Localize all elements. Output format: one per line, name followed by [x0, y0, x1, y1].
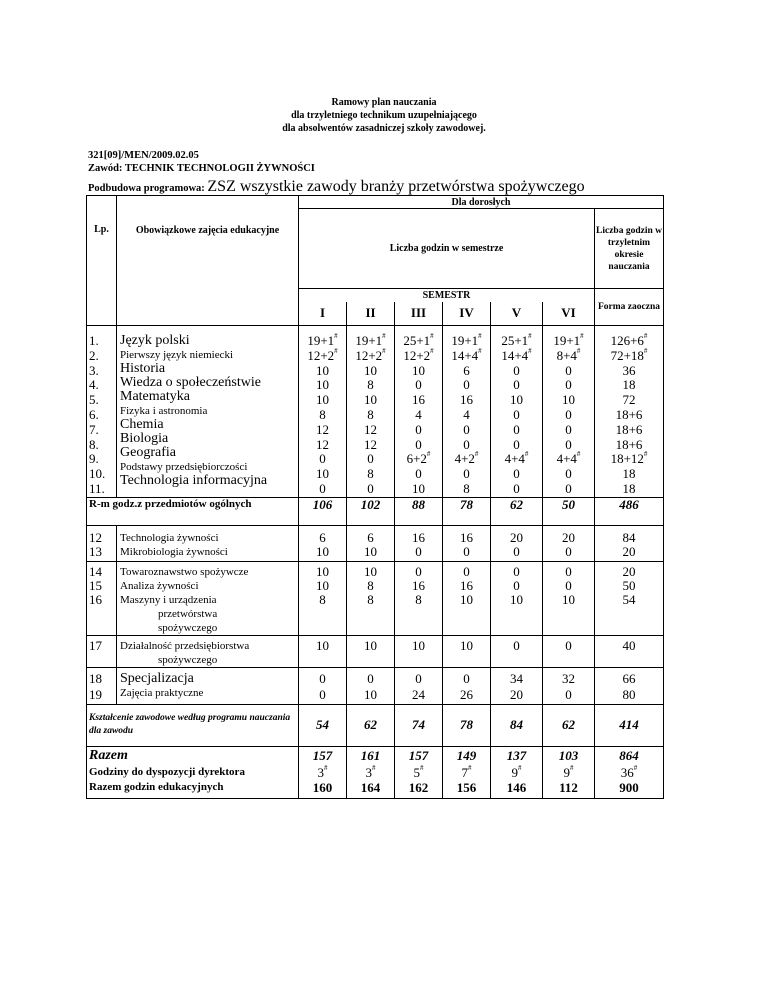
cell-value: 0 — [463, 466, 470, 482]
row-number: 14 — [89, 563, 102, 579]
subject-name-cont: spożywczego — [158, 653, 218, 666]
cell-value: 0 — [513, 637, 520, 653]
row-number: 19 — [89, 686, 102, 702]
general-subjects-col-3 — [395, 326, 443, 498]
cell-value: 20 — [510, 529, 523, 545]
cell-value: 16 — [460, 529, 473, 545]
general-sum-row-label: R-m godz.z przedmiotów ogólnych — [87, 497, 299, 525]
subject-name: Zajęcia praktyczne — [120, 686, 204, 699]
vocational-sum-row-col-6: 62 — [543, 704, 595, 746]
vocational-sum-row-col-3: 74 — [395, 704, 443, 746]
cell-value: 0 — [367, 451, 374, 467]
cell-value: 0 — [565, 436, 572, 452]
vocational-block-2-col-1 — [299, 561, 347, 635]
vocational-block-3-col-6 — [543, 635, 595, 667]
subject-name: Maszyny i urządzenia — [120, 593, 217, 606]
cell-value: 25+1# — [501, 332, 532, 348]
totals-col-7 — [595, 746, 664, 798]
vocational-block-4-col-3 — [395, 667, 443, 704]
subject-name: Chemia — [120, 417, 164, 432]
cell-value: 6 — [367, 529, 374, 545]
vocational-block-3-col-7 — [595, 635, 664, 667]
cell-value: 18 — [622, 466, 636, 482]
cell-value: 0 — [319, 480, 326, 496]
cell-value: 8 — [319, 591, 326, 607]
cell-value: 18 — [622, 480, 636, 496]
cell-value: 18+12# — [610, 450, 648, 467]
general-subjects-col-2 — [347, 326, 395, 498]
vocational-block-1 — [87, 525, 664, 561]
vocational-block-2-numbers — [87, 561, 117, 635]
cell-value: 0 — [513, 421, 520, 437]
cell-value: 14+4# — [501, 346, 532, 363]
razem-value: 157 — [312, 747, 333, 763]
edu-value: 156 — [456, 779, 477, 795]
row-number: 13 — [89, 543, 102, 559]
cell-value: 16 — [412, 529, 425, 545]
razem-value: 864 — [619, 747, 639, 763]
razem-value: 137 — [506, 747, 527, 763]
vocational-block-2-col-6 — [543, 561, 595, 635]
subject-name: Działalność przedsiębiorstwa — [120, 639, 250, 652]
cell-value: 18 — [622, 377, 636, 393]
subject-name: Język polski — [120, 333, 190, 348]
vocational-sum-row-col-2: 62 — [347, 704, 395, 746]
cell-value: 20 — [510, 686, 523, 702]
cell-value: 10 — [510, 591, 523, 607]
cell-value: 0 — [415, 466, 422, 482]
cell-value: 19+1# — [553, 332, 584, 348]
lp-header: Lp. — [87, 196, 117, 326]
subject-name: Podstawy przedsiębiorczości — [120, 461, 248, 473]
general-subjects-numbers — [87, 326, 117, 498]
general-sum-row-col-4: 78 — [443, 497, 491, 525]
semester-header-6: VI — [543, 302, 595, 326]
cell-value: 14+4# — [451, 346, 482, 363]
form-header: Forma zaoczna — [595, 289, 664, 326]
cell-value: 10 — [460, 591, 473, 607]
vocational-block-2-col-5 — [491, 561, 543, 635]
cell-value: 8 — [367, 406, 374, 422]
subject-name: Towaroznawstwo spożywcze — [120, 565, 249, 578]
vocational-block-3-subjects — [117, 635, 299, 667]
totals-col-4 — [443, 746, 491, 798]
cell-value: 54 — [622, 591, 636, 607]
cell-value: 0 — [463, 421, 470, 437]
cell-value: 10 — [316, 563, 329, 579]
totals-labels — [87, 746, 299, 798]
cell-value: 24 — [412, 686, 425, 702]
cell-value: 8 — [367, 591, 374, 607]
cell-value: 8 — [367, 577, 374, 593]
cell-value: 0 — [463, 377, 470, 393]
cell-value: 10 — [316, 543, 329, 559]
cell-value: 8 — [319, 406, 326, 422]
cell-value: 80 — [622, 686, 636, 702]
vocational-block-4-col-2 — [347, 667, 395, 704]
cell-value: 10 — [412, 480, 425, 496]
cell-value: 10 — [412, 362, 425, 378]
cell-value: 0 — [565, 466, 572, 482]
totals-col-1 — [299, 746, 347, 798]
vocational-sum-row-col-7: 414 — [595, 704, 664, 746]
cell-value: 10 — [364, 637, 377, 653]
subject-name: Matematyka — [120, 389, 190, 404]
cell-value: 0 — [513, 362, 520, 378]
row-number: 9. — [89, 451, 99, 467]
cell-value: 40 — [622, 637, 636, 653]
vocational-block-4-numbers — [87, 667, 117, 704]
vocational-block-2-col-2 — [347, 561, 395, 635]
subject-name: Geografia — [120, 445, 176, 460]
vocational-block-3-col-2 — [347, 635, 395, 667]
for-adults-header: Dla dorosłych — [299, 196, 664, 209]
vocational-block-4-col-5 — [491, 667, 543, 704]
row-number: 12 — [89, 529, 102, 545]
row-number: 10. — [89, 466, 106, 482]
row-number: 6. — [89, 406, 99, 422]
edu-value: 162 — [408, 779, 429, 795]
cell-value: 32 — [562, 670, 575, 686]
cell-value: 0 — [513, 577, 520, 593]
vocational-block-2-col-4 — [443, 561, 491, 635]
cell-value: 0 — [565, 377, 572, 393]
row-number: 2. — [89, 347, 99, 363]
cell-value: 25+1# — [403, 332, 434, 348]
cell-value: 0 — [513, 406, 520, 422]
cell-value: 6+2# — [406, 450, 431, 467]
vocational-sum-row-label: Kształcenie zawodowe według programu nauczania dla zawodu — [87, 704, 299, 746]
vocational-sum-row-col-5: 84 — [491, 704, 543, 746]
cell-value: 0 — [319, 686, 326, 702]
totals-col-2 — [347, 746, 395, 798]
profession-title: Zawód: TECHNIK TECHNOLOGII ŻYWNOŚCI — [88, 163, 315, 174]
cell-value: 12 — [316, 436, 329, 452]
cell-value: 0 — [415, 436, 422, 452]
subject-name-cont: spożywczego — [158, 621, 218, 634]
general-subjects-col-1 — [299, 326, 347, 498]
cell-value: 72 — [622, 392, 636, 408]
cell-value: 66 — [622, 670, 636, 686]
cell-value: 0 — [565, 637, 572, 653]
program-code: 321[09]/MEN/2009.02.05 — [88, 150, 199, 161]
cell-value: 10 — [364, 362, 377, 378]
subjects-header-text: Obowiązkowe zajęcia edukacyjne — [135, 225, 280, 236]
cell-value: 0 — [319, 451, 326, 467]
cell-value: 10 — [510, 392, 523, 408]
vocational-block-3-col-3 — [395, 635, 443, 667]
cell-value: 10 — [316, 577, 329, 593]
edu-value: 900 — [619, 779, 639, 795]
general-subjects-col-6 — [543, 326, 595, 498]
cell-value: 10 — [364, 563, 377, 579]
razem-value: 149 — [456, 747, 477, 763]
cell-value: 10 — [412, 637, 425, 653]
cell-value: 0 — [463, 563, 470, 579]
semester-header-4: IV — [443, 302, 491, 326]
cell-value: 18+6 — [615, 436, 643, 452]
cell-value: 10 — [562, 392, 575, 408]
cell-value: 16 — [412, 392, 425, 408]
cell-value: 12 — [364, 436, 377, 452]
vocational-block-3-col-1 — [299, 635, 347, 667]
header-line-1: Ramowy plan nauczania — [331, 97, 437, 108]
cell-value: 18+6 — [615, 406, 643, 422]
cell-value: 10 — [316, 466, 329, 482]
cell-value: 0 — [513, 480, 520, 496]
subject-name: Wiedza o społeczeństwie — [120, 375, 261, 390]
cell-value: 19+1# — [307, 332, 338, 348]
general-sum-row-col-5: 62 — [491, 497, 543, 525]
row-number: 8. — [89, 436, 99, 452]
header-line-3: dla absolwentów zasadniczej szkoły zawodowej. — [282, 123, 486, 134]
semester-header-5: V — [491, 302, 543, 326]
vocational-block-1-col-1 — [299, 525, 347, 561]
cell-value: 0 — [513, 377, 520, 393]
cell-value: 0 — [565, 577, 572, 593]
cell-value: 36 — [622, 362, 636, 378]
cell-value: 0 — [319, 670, 326, 686]
vocational-block-4-col-1 — [299, 667, 347, 704]
general-sum-row-col-2: 102 — [347, 497, 395, 525]
semester-header-1: I — [299, 302, 347, 326]
row-number: 15 — [89, 577, 102, 593]
cell-value: 12+2# — [403, 346, 434, 363]
cell-value: 0 — [565, 406, 572, 422]
vocational-block-1-col-7 — [595, 525, 664, 561]
cell-value: 19+1# — [355, 332, 386, 348]
edu-value: 160 — [312, 779, 333, 795]
cell-value: 19+1# — [451, 332, 482, 348]
vocational-block-1-subjects — [117, 525, 299, 561]
subject-name: Specjalizacja — [120, 670, 194, 686]
vocational-block-1-col-5 — [491, 525, 543, 561]
cell-value: 0 — [565, 421, 572, 437]
cell-value: 0 — [565, 543, 572, 559]
cell-value: 10 — [316, 377, 329, 393]
cell-value: 4+2# — [454, 450, 479, 467]
total-hours-header: Liczba godzin w trzyletnim okresie nauczania — [595, 209, 664, 289]
cell-value: 0 — [415, 563, 422, 579]
cell-value: 126+6# — [610, 332, 648, 348]
cell-value: 4+4# — [504, 450, 529, 467]
edu-value: 146 — [506, 779, 527, 795]
cell-value: 8 — [463, 480, 470, 496]
vocational-block-1-col-3 — [395, 525, 443, 561]
header-line-2: dla trzyletniego technikum uzupełniającego — [291, 110, 477, 121]
director-value: 36# — [620, 763, 638, 780]
cell-value: 8+4# — [556, 346, 581, 363]
cell-value: 6 — [463, 362, 470, 378]
vocational-block-1-col-4 — [443, 525, 491, 561]
vocational-block-1-numbers — [87, 525, 117, 561]
general-subjects-subjects — [117, 326, 299, 498]
cell-value: 0 — [565, 563, 572, 579]
subject-name: Mikrobiologia żywności — [120, 545, 228, 558]
cell-value: 16 — [460, 577, 473, 593]
subject-name: Biologia — [120, 431, 169, 446]
subject-name-cont: przetwórstwa — [158, 607, 218, 620]
general-subjects — [87, 326, 664, 498]
vocational-block-4-subjects — [117, 667, 299, 704]
vocational-sum-row-col-1: 54 — [299, 704, 347, 746]
cell-value: 10 — [316, 637, 329, 653]
cell-value: 20 — [622, 563, 636, 579]
cell-value: 4+4# — [556, 450, 581, 467]
totals-col-3 — [395, 746, 443, 798]
subject-name: Fizyka i astronomia — [120, 405, 208, 417]
row-number: 3. — [89, 362, 99, 378]
cell-value: 0 — [565, 362, 572, 378]
razem-label: Razem — [89, 747, 128, 763]
vocational-block-1-col-6 — [543, 525, 595, 561]
cell-value: 0 — [513, 466, 520, 482]
vocational-block-1-col-2 — [347, 525, 395, 561]
razem-value: 103 — [558, 747, 579, 763]
vocational-block-2 — [87, 561, 664, 635]
director-value: 7# — [461, 763, 472, 780]
cell-value: 12+2# — [307, 346, 338, 363]
cell-value: 12 — [316, 421, 329, 437]
cell-value: 10 — [316, 362, 329, 378]
cell-value: 72+18# — [610, 346, 648, 363]
edu-value: 164 — [360, 779, 381, 795]
program-base — [88, 178, 585, 196]
cell-value: 10 — [364, 392, 377, 408]
director-value: 3# — [317, 763, 328, 780]
cell-value: 16 — [412, 577, 425, 593]
cell-value: 12+2# — [355, 346, 386, 363]
vocational-sum-row-col-4: 78 — [443, 704, 491, 746]
semester-header-3: III — [395, 302, 443, 326]
vocational-block-3-col-4 — [443, 635, 491, 667]
cell-value: 0 — [415, 421, 422, 437]
cell-value: 20 — [622, 543, 636, 559]
general-subjects-col-5 — [491, 326, 543, 498]
cell-value: 6 — [319, 529, 326, 545]
cell-value: 10 — [562, 591, 575, 607]
row-number: 7. — [89, 421, 99, 437]
vocational-block-4-col-7 — [595, 667, 664, 704]
totals-row — [87, 746, 664, 798]
cell-value: 34 — [510, 670, 523, 686]
cell-value: 0 — [415, 670, 422, 686]
cell-value: 0 — [513, 543, 520, 559]
totals-col-6 — [543, 746, 595, 798]
cell-value: 0 — [463, 436, 470, 452]
general-subjects-col-4 — [443, 326, 491, 498]
cell-value: 10 — [364, 543, 377, 559]
program-base-label: Podbudowa programowa: — [88, 183, 205, 194]
director-value: 3# — [365, 763, 376, 780]
general-subjects-col-7 — [595, 326, 664, 498]
vocational-block-4-col-4 — [443, 667, 491, 704]
director-value: 5# — [413, 763, 424, 780]
row-number: 4. — [89, 377, 99, 393]
director-label: Godziny do dyspozycji dyrektora — [89, 765, 245, 778]
subject-name: Analiza żywności — [120, 579, 199, 592]
cell-value: 26 — [460, 686, 473, 702]
subject-name: Pierwszy język niemiecki — [120, 349, 234, 361]
general-sum-row-col-3: 88 — [395, 497, 443, 525]
cell-value: 0 — [463, 670, 470, 686]
cell-value: 0 — [565, 686, 572, 702]
vocational-block-3-col-5 — [491, 635, 543, 667]
general-sum-row-col-6: 50 — [543, 497, 595, 525]
cell-value: 12 — [364, 421, 377, 437]
cell-value: 0 — [415, 377, 422, 393]
hours-per-semester-header: Liczba godzin w semestrze — [299, 209, 595, 289]
cell-value: 50 — [622, 577, 636, 593]
totals-col-5 — [491, 746, 543, 798]
cell-value: 8 — [367, 377, 374, 393]
cell-value: 0 — [415, 543, 422, 559]
edu-value: 112 — [559, 779, 578, 795]
vocational-block-4 — [87, 667, 664, 704]
subject-name: Historia — [120, 361, 166, 376]
cell-value: 84 — [622, 529, 636, 545]
vocational-block-3-numbers — [87, 635, 117, 667]
cell-value: 20 — [562, 529, 575, 545]
semester-header-2: II — [347, 302, 395, 326]
row-number: 17 — [89, 637, 102, 653]
row-number: 11. — [89, 480, 105, 496]
subjects-header — [117, 196, 299, 326]
cell-value: 10 — [460, 637, 473, 653]
razem-value: 157 — [408, 747, 429, 763]
general-sum-row-col-1: 106 — [299, 497, 347, 525]
cell-value: 10 — [316, 392, 329, 408]
cell-value: 0 — [367, 480, 374, 496]
director-value: 9# — [563, 763, 574, 780]
cell-value: 8 — [415, 591, 422, 607]
row-number: 1. — [89, 333, 99, 348]
cell-value: 0 — [565, 480, 572, 496]
edu-label: Razem godzin edukacyjnych — [89, 780, 224, 793]
general-sum-row — [87, 497, 664, 525]
cell-value: 18+6 — [615, 421, 643, 437]
row-number: 5. — [89, 392, 99, 408]
curriculum-table — [86, 195, 664, 799]
row-number: 18 — [89, 670, 102, 686]
cell-value: 16 — [460, 392, 473, 408]
vocational-block-3 — [87, 635, 664, 667]
vocational-block-2-subjects — [117, 561, 299, 635]
cell-value: 10 — [364, 686, 377, 702]
document-header — [0, 96, 768, 135]
subject-name: Technologia informacyjna — [120, 473, 268, 488]
subject-name: Technologia żywności — [120, 531, 219, 544]
cell-value: 4 — [415, 406, 422, 422]
general-sum-row-col-7: 486 — [595, 497, 664, 525]
vocational-block-4-col-6 — [543, 667, 595, 704]
cell-value: 8 — [367, 466, 374, 482]
program-base-value: ZSZ wszystkie zawody branży przetwórstwa spożywczego — [207, 178, 585, 195]
cell-value: 0 — [463, 543, 470, 559]
row-number: 16 — [89, 591, 102, 607]
vocational-sum-row — [87, 704, 664, 746]
vocational-block-2-col-7 — [595, 561, 664, 635]
cell-value: 0 — [513, 563, 520, 579]
razem-value: 161 — [360, 747, 381, 763]
cell-value: 0 — [367, 670, 374, 686]
cell-value: 0 — [513, 436, 520, 452]
vocational-block-2-col-3 — [395, 561, 443, 635]
semestr-header: SEMESTR — [299, 289, 595, 302]
cell-value: 4 — [463, 406, 470, 422]
director-value: 9# — [511, 763, 522, 780]
